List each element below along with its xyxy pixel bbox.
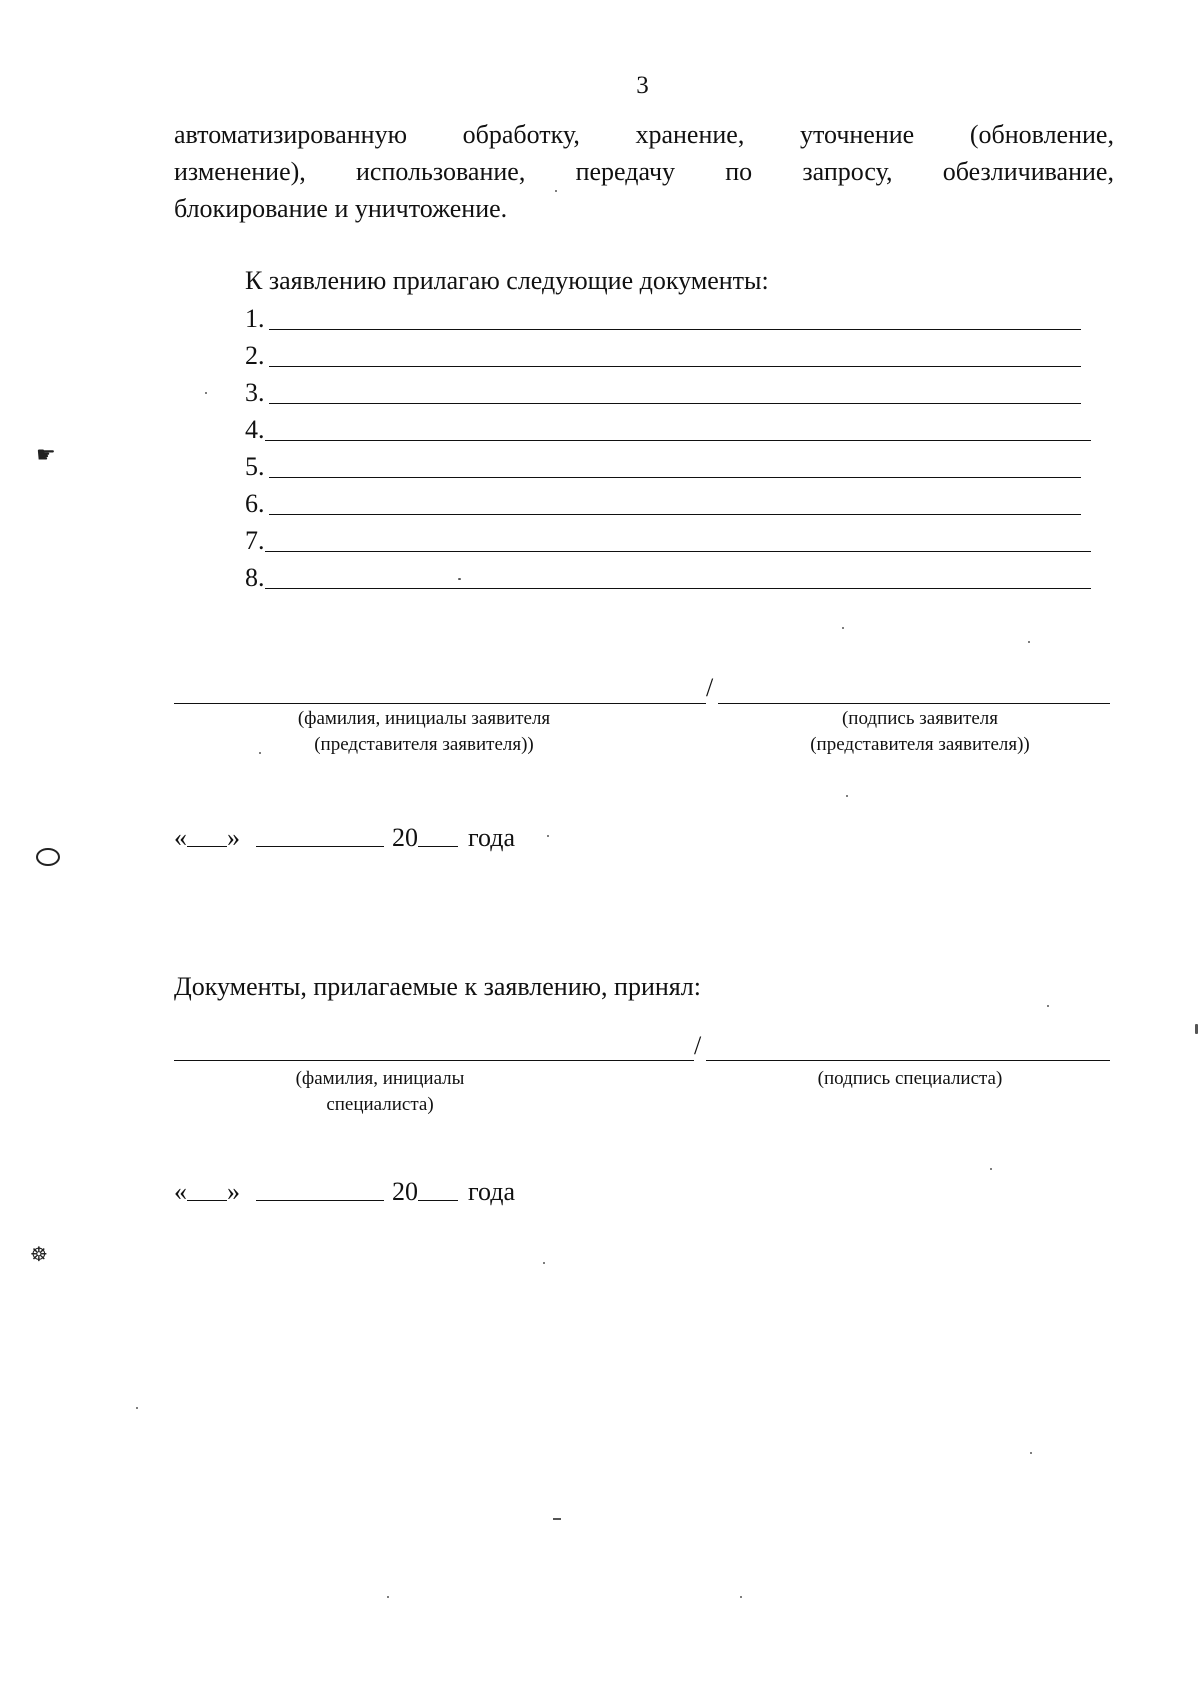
caption-line: (фамилия, инициалы заявителя — [297, 708, 551, 729]
word: хранение, — [635, 120, 745, 149]
attachment-blank[interactable] — [269, 403, 1081, 404]
attachment-number: 1. — [245, 304, 265, 333]
signature-separator: / — [706, 673, 714, 702]
close-quote: » — [227, 1177, 240, 1206]
attachment-number: 8. — [245, 563, 265, 592]
year-blank[interactable] — [418, 1200, 458, 1201]
attachment-number: 6. — [245, 489, 265, 518]
word: по — [725, 157, 753, 186]
attachment-blank[interactable] — [265, 551, 1091, 552]
close-quote: » — [227, 823, 240, 852]
scan-artifact-ring — [36, 848, 60, 866]
word: использование, — [356, 157, 526, 186]
word: автоматизированную — [174, 120, 408, 149]
consent-paragraph — [174, 116, 1114, 227]
attachment-number: 2. — [245, 341, 265, 370]
word: обезличивание, — [942, 157, 1114, 186]
caption-line: (представителя заявителя)) — [314, 734, 534, 755]
attachment-line-2[interactable] — [245, 338, 1081, 370]
paragraph-line-2 — [174, 153, 1114, 190]
attachment-blank[interactable] — [269, 366, 1081, 367]
attachment-line-1[interactable] — [245, 301, 1081, 333]
scan-speck — [136, 1407, 138, 1409]
attachment-number: 3. — [245, 378, 265, 407]
attachment-line-6[interactable] — [245, 486, 1081, 518]
scan-speck — [553, 1518, 561, 1520]
scan-speck — [1195, 1024, 1198, 1034]
day-blank[interactable] — [187, 846, 227, 847]
date-line-2 — [174, 1177, 515, 1207]
date-line-1 — [174, 823, 515, 853]
attachment-blank[interactable] — [265, 588, 1091, 589]
word: (обновление, — [969, 120, 1114, 149]
month-blank[interactable] — [256, 846, 384, 847]
year-suffix: года — [468, 823, 516, 852]
attachment-line-3[interactable] — [245, 375, 1081, 407]
attachment-number: 7. — [245, 526, 265, 555]
word: запросу, — [802, 157, 893, 186]
attachments-title: К заявлению прилагаю следующие документы: — [245, 266, 769, 295]
year-prefix: 20 — [392, 1177, 418, 1206]
scan-speck — [990, 1168, 992, 1170]
paragraph-line-1 — [174, 116, 1114, 153]
scan-speck — [387, 1596, 389, 1598]
scan-speck — [1047, 1005, 1049, 1007]
scan-speck — [1028, 641, 1030, 643]
caption-line: специалиста) — [326, 1094, 434, 1115]
specialist-signature-line[interactable] — [706, 1060, 1110, 1061]
open-quote: « — [174, 1177, 187, 1206]
scan-speck — [740, 1596, 742, 1598]
caption-line: (подпись заявителя — [841, 708, 999, 729]
scan-speck — [1030, 1452, 1032, 1454]
caption-line: (фамилия, инициалы — [295, 1068, 465, 1089]
attachment-blank[interactable] — [269, 329, 1081, 330]
scan-artifact-blot: ☸ — [30, 1244, 48, 1266]
attachment-blank[interactable] — [269, 477, 1081, 478]
scan-speck — [259, 752, 261, 754]
scan-speck — [547, 835, 549, 837]
attachment-line-7[interactable] — [245, 523, 1091, 555]
specialist-name-caption — [240, 1066, 520, 1118]
year-suffix: года — [468, 1177, 516, 1206]
applicant-signature-line[interactable] — [718, 703, 1110, 704]
scan-artifact-blot: ☛ — [36, 442, 56, 467]
attachment-number: 4. — [245, 415, 265, 444]
attachment-blank[interactable] — [265, 440, 1091, 441]
attachment-line-4[interactable] — [245, 412, 1091, 444]
open-quote: « — [174, 823, 187, 852]
word: обработку, — [462, 120, 580, 149]
scan-speck — [846, 795, 848, 797]
attachment-line-5[interactable] — [245, 449, 1081, 481]
month-blank[interactable] — [256, 1200, 384, 1201]
applicant-signature-caption — [770, 706, 1070, 758]
page-number: 3 — [636, 72, 649, 99]
scan-speck — [543, 1262, 545, 1264]
word: блокирование и уничтожение. — [174, 194, 508, 223]
scan-speck — [555, 190, 557, 192]
year-blank[interactable] — [418, 846, 458, 847]
signature-separator: / — [694, 1031, 702, 1060]
applicant-name-caption — [224, 706, 624, 758]
scan-speck — [458, 578, 461, 580]
word: уточнение — [799, 120, 915, 149]
word: передачу — [575, 157, 676, 186]
attachment-blank[interactable] — [269, 514, 1081, 515]
applicant-name-line[interactable] — [174, 703, 706, 704]
paragraph-line-3 — [174, 190, 1114, 227]
year-prefix: 20 — [392, 823, 418, 852]
specialist-name-line[interactable] — [174, 1060, 694, 1061]
specialist-signature-caption: (подпись специалиста) — [817, 1068, 1003, 1089]
accepted-title: Документы, прилагаемые к заявлению, принял: — [174, 972, 701, 1001]
attachment-line-8[interactable] — [245, 560, 1091, 592]
scan-speck — [205, 392, 207, 394]
day-blank[interactable] — [187, 1200, 227, 1201]
caption-line: (представителя заявителя)) — [810, 734, 1030, 755]
attachment-number: 5. — [245, 452, 265, 481]
word: изменение), — [174, 157, 306, 186]
scan-speck — [842, 627, 844, 629]
